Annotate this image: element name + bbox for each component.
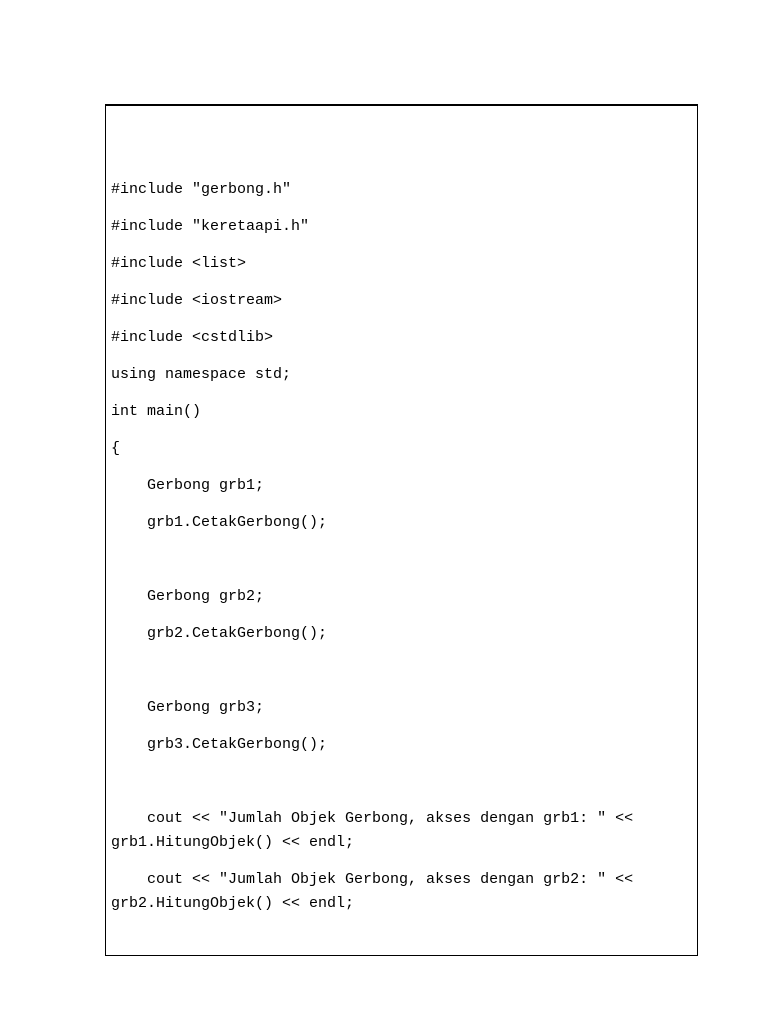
code-line: #include <cstdlib>: [111, 329, 274, 346]
code-line: #include "gerbong.h": [111, 181, 292, 198]
code-line: #include <list>: [111, 255, 247, 272]
code-line: Gerbong grb1;: [111, 477, 265, 494]
code-line: using namespace std;: [111, 366, 292, 383]
code-line: grb3.CetakGerbong();: [111, 736, 328, 753]
code-line: grb2.CetakGerbong();: [111, 625, 328, 642]
code-line: Gerbong grb3;: [111, 699, 265, 716]
code-line: grb1.CetakGerbong();: [111, 514, 328, 531]
code-line: int main(): [111, 403, 202, 420]
code-listing-box: [105, 104, 698, 956]
code-line: cout << "Jumlah Objek Gerbong, akses dengan grb1: " << grb1.HitungObjek() << endl;: [111, 810, 643, 851]
code-line: #include <iostream>: [111, 292, 283, 309]
code-line: [111, 659, 694, 683]
code-line: {: [111, 440, 121, 457]
code-line: cout << "Jumlah Objek Gerbong, akses dengan grb2: " << grb2.HitungObjek() << endl;: [111, 871, 643, 912]
code-line: Gerbong grb2;: [111, 588, 265, 605]
code-line: [111, 770, 694, 794]
code-lines: [111, 178, 694, 929]
code-line: [111, 548, 694, 572]
code-line: #include "keretaapi.h": [111, 218, 310, 235]
